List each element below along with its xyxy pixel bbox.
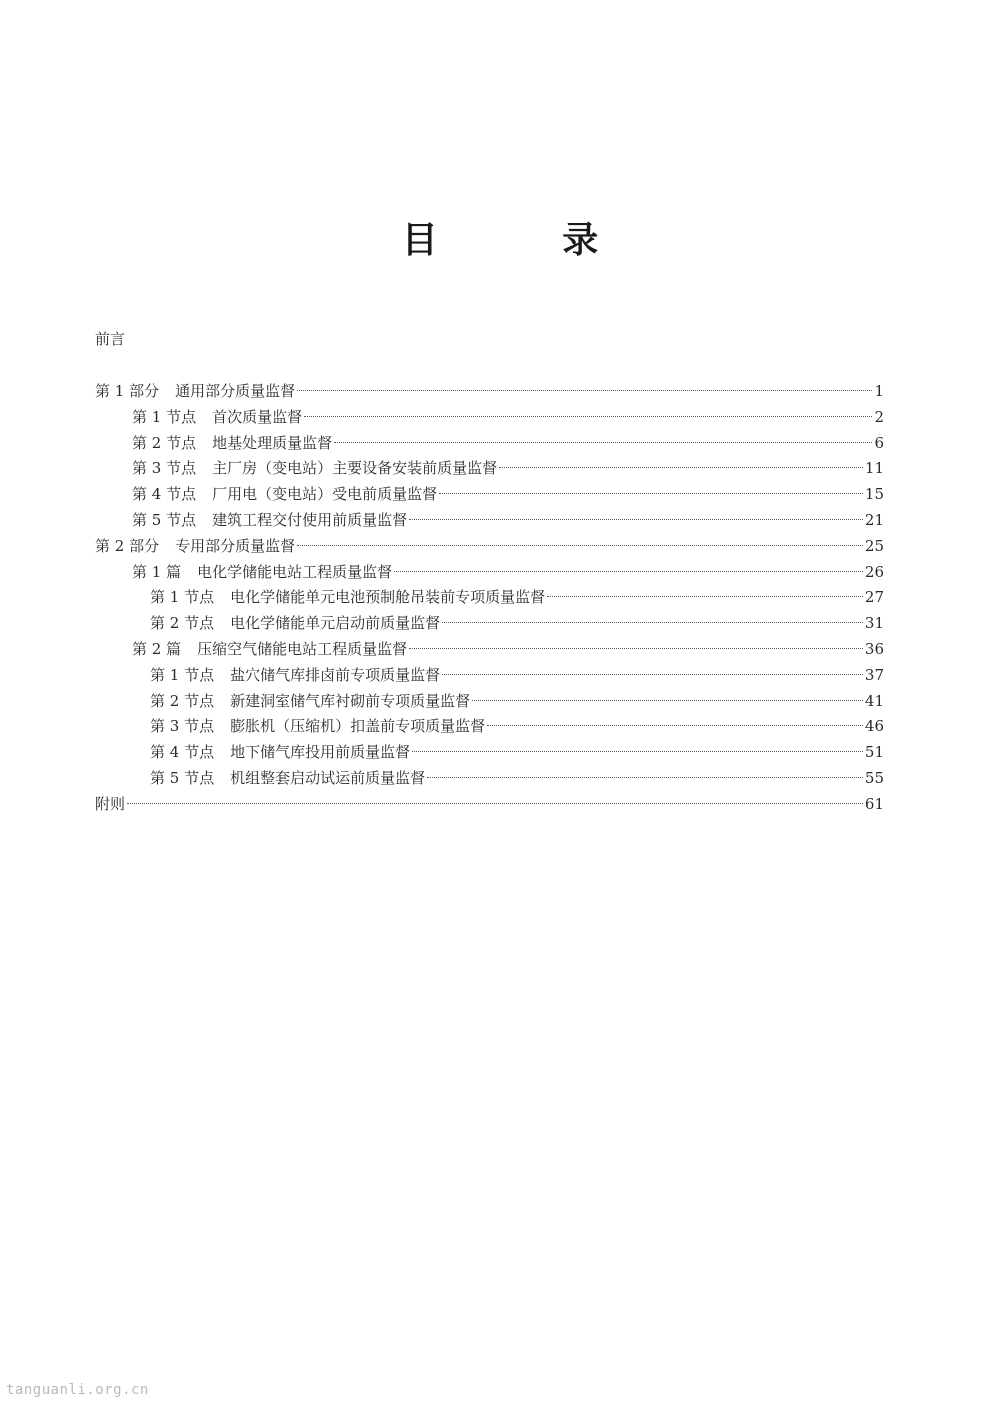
toc-entry-label: 第 2 篇: [132, 640, 182, 658]
toc-leader-dots: [427, 777, 863, 778]
toc-entry-page: 15: [864, 485, 884, 504]
toc-entry-title: 新建洞室储气库衬砌前专项质量监督: [230, 691, 471, 710]
toc-leader-dots: [547, 596, 863, 597]
toc-entry: [132, 404, 884, 430]
toc-entry-label: 第 1 篇: [132, 562, 182, 581]
toc-entry-title: 专用部分质量监督: [175, 536, 296, 555]
toc-leader-dots: [127, 803, 863, 804]
toc-entry-label: 第 4 节点: [132, 485, 197, 504]
toc-leader-dots: [297, 390, 872, 391]
toc-entry-title: 膨胀机（压缩机）扣盖前专项质量监督: [230, 717, 486, 736]
toc-entry-label: 第 1 节点: [150, 665, 215, 684]
toc-entry: [95, 378, 884, 404]
toc-leader-dots: [439, 493, 863, 494]
toc-entry-label: 第 2 节点: [132, 433, 197, 452]
toc-entry: [132, 559, 884, 585]
toc-leader-dots: [442, 674, 863, 675]
toc-entry-label: 第 3 节点: [132, 459, 197, 478]
toc-entry: [150, 739, 884, 765]
toc-entry-title: 建筑工程交付使用前质量监督: [212, 511, 408, 529]
toc-entry-page: 51: [864, 743, 884, 762]
toc-entry-label: 第 5 节点: [132, 511, 197, 529]
toc-entry-page: 61: [864, 794, 884, 813]
toc-entry-page: 41: [864, 691, 884, 710]
toc-entry-page: 36: [864, 640, 884, 658]
toc-entry-page: 2: [874, 407, 884, 426]
toc-entry-title: 通用部分质量监督: [175, 382, 296, 400]
toc-entry: [150, 662, 884, 688]
toc-entry-title: 压缩空气储能电站工程质量监督: [197, 640, 408, 658]
toc-entry-title: 盐穴储气库排卤前专项质量监督: [230, 665, 441, 684]
toc-leader-dots: [409, 519, 863, 520]
toc-entry-title: 地基处理质量监督: [212, 433, 333, 452]
toc-entry-title: 机组整套启动试运前质量监督: [230, 769, 426, 787]
toc-leader-dots: [442, 622, 863, 623]
toc-entry: [95, 791, 884, 817]
toc-entry-title: 电化学储能单元电池预制舱吊装前专项质量监督: [230, 588, 546, 607]
toc-entry-label: 第 1 节点: [132, 407, 197, 426]
toc-entry: [132, 430, 884, 456]
toc-entry-page: 1: [874, 382, 884, 400]
toc-entry-label: 第 1 节点: [150, 588, 215, 607]
toc-entry-title: 电化学储能电站工程质量监督: [197, 562, 393, 581]
toc-entry: [150, 688, 884, 714]
toc-entry: [132, 507, 884, 533]
toc-entry: [150, 610, 884, 636]
toc-entry: [132, 455, 884, 481]
toc-entry: [150, 584, 884, 610]
toc-entry-label: 第 1 部分: [95, 382, 160, 400]
toc-entry-title: 厂用电（变电站）受电前质量监督: [212, 485, 438, 504]
toc-entry-page: 26: [864, 562, 884, 581]
toc-entry-page: 25: [864, 536, 884, 555]
toc-entry-label: 第 2 部分: [95, 536, 160, 555]
toc-entry: [132, 636, 884, 662]
toc-entry-title: 主厂房（变电站）主要设备安装前质量监督: [212, 459, 498, 478]
toc-leader-dots: [334, 442, 872, 443]
toc-leader-dots: [487, 725, 863, 726]
toc-entry: [150, 765, 884, 791]
toc-entry-page: 37: [864, 665, 884, 684]
toc-entry-title: 电化学储能单元启动前质量监督: [230, 614, 441, 633]
toc-entry-page: 6: [874, 433, 884, 452]
toc-leader-dots: [394, 571, 863, 572]
toc-leader-dots: [297, 545, 863, 546]
toc-leader-dots: [412, 751, 863, 752]
toc-entry-page: 27: [864, 588, 884, 607]
toc-leader-dots: [499, 467, 863, 468]
toc-entry-title: 首次质量监督: [212, 407, 303, 426]
toc-entry-page: 21: [864, 511, 884, 529]
toc-entry-page: 31: [864, 614, 884, 633]
toc-entry-title: 地下储气库投用前质量监督: [230, 743, 411, 762]
toc-entry-page: 46: [864, 717, 884, 736]
page-title: 目 录: [401, 220, 655, 261]
toc-leader-dots: [409, 648, 863, 649]
watermark: tanguanli.org.cn: [6, 1382, 149, 1398]
toc-preface: 前言: [95, 330, 126, 348]
toc-entry-label: 第 4 节点: [150, 743, 215, 762]
toc-entry-label: 第 2 节点: [150, 614, 215, 633]
toc-leader-dots: [304, 416, 872, 417]
toc-entry-page: 55: [864, 769, 884, 787]
toc-entry-label: 第 3 节点: [150, 717, 215, 736]
toc-entry-label: 第 5 节点: [150, 769, 215, 787]
toc-entry-title: 附则: [95, 794, 126, 813]
toc-leader-dots: [472, 700, 863, 701]
toc-entry-label: 第 2 节点: [150, 691, 215, 710]
toc-entry: [132, 481, 884, 507]
toc-entry: [150, 713, 884, 739]
toc-entry-page: 11: [864, 459, 884, 478]
toc-entry: [95, 533, 884, 559]
